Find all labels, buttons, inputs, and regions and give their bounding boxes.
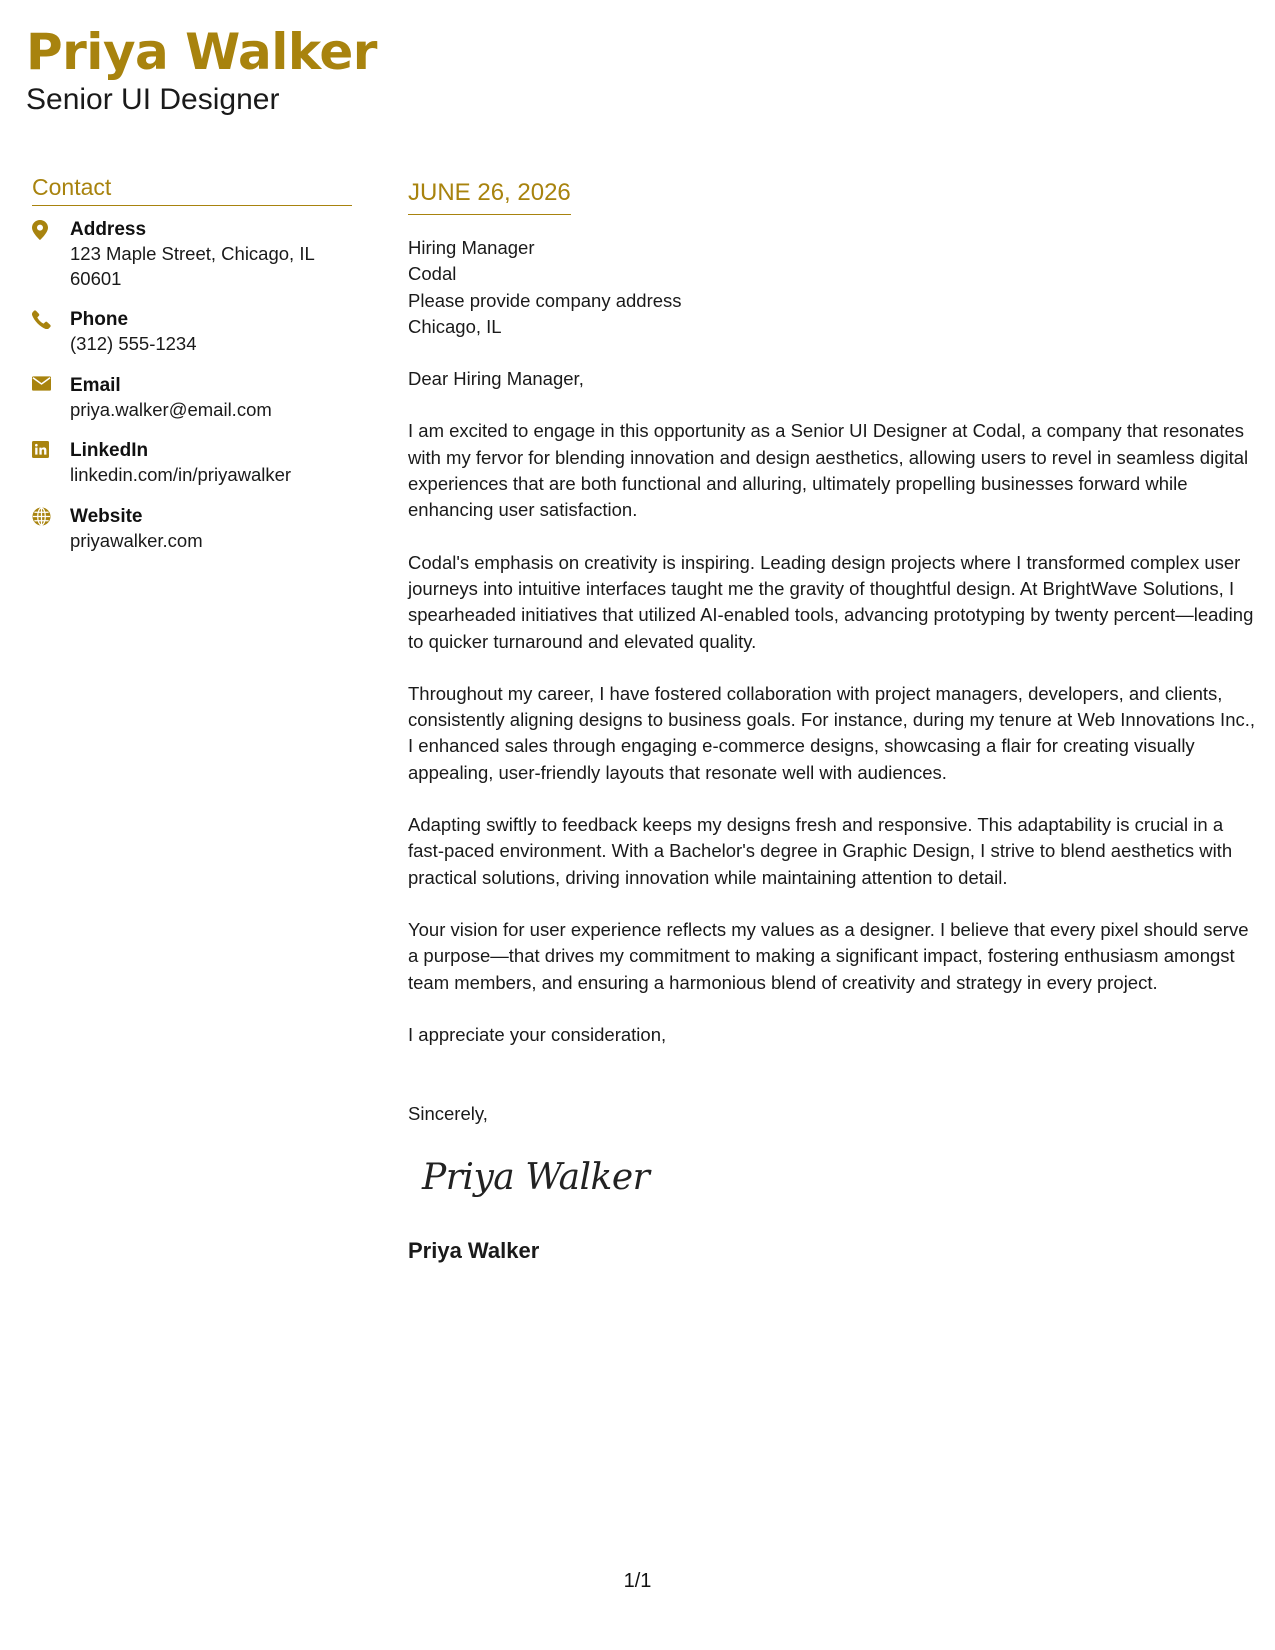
applicant-name: Priya Walker xyxy=(26,23,377,81)
recipient-line: Chicago, IL xyxy=(408,315,502,337)
body-paragraph: I am excited to engage in this opportunity as a Senior UI Designer at Codal, a company that resonates with my fervor for blending innovation and design aesthetics, allowing users to revel in seamless digital experiences that are both functional and alluring, ultimately propelling businesses forward while enhancing user satisfaction. xyxy=(408,420,1249,521)
closing-line: I appreciate your consideration, xyxy=(408,1023,667,1045)
contact-item-website xyxy=(32,505,352,554)
recipient-line: Please provide company address xyxy=(408,289,682,311)
contact-label: LinkedIn xyxy=(70,440,149,461)
applicant-role: Senior UI Designer xyxy=(26,83,280,116)
contact-value: 123 Maple Street, Chicago, IL 60601 xyxy=(70,243,315,289)
recipient-block xyxy=(408,235,1258,340)
signoff: Sincerely, xyxy=(408,1103,488,1125)
contact-value: priyawalker.com xyxy=(70,529,203,551)
contact-title: Contact xyxy=(32,174,352,206)
contact-label: Address xyxy=(70,219,147,240)
recipient-line: Codal xyxy=(408,263,457,285)
body-paragraph: Your vision for user experience reflects my values as a designer. I believe that every pixel should serve a purpose—that drives my commitment to making a significant impact, fostering enthusiasm amongst team members, and ensuring a harmonious blend of creativity and strategy in every project. xyxy=(408,918,1249,993)
envelope-icon xyxy=(32,374,70,423)
body-paragraph: Adapting swiftly to feedback keeps my designs fresh and responsive. This adaptability is crucial in a fast-paced environment. With a Bachelor's degree in Graphic Design, I strive to blend aesthetics with practical solutions, driving innovation while maintaining attention to detail. xyxy=(408,814,1233,888)
body-paragraph: Throughout my career, I have fostered collaboration with project managers, developers, and clients, consistently aligning designs to business goals. For instance, during my tenure at Web Innovations Inc., I enhanced sales through engaging e-commerce designs, showcasing a flair for creating visually appealing, user-friendly layouts that resonate well with audiences. xyxy=(408,682,1256,783)
letter-date-block xyxy=(408,178,571,215)
phone-icon xyxy=(32,308,70,357)
contact-item-email xyxy=(32,374,352,423)
recipient-line: Hiring Manager xyxy=(408,237,535,258)
contact-item-phone xyxy=(32,308,352,357)
contact-value: priya.walker@email.com xyxy=(70,398,272,420)
globe-icon xyxy=(32,505,70,554)
location-pin-icon xyxy=(32,218,70,291)
contact-label: Phone xyxy=(70,309,129,330)
contact-value: linkedin.com/in/priyawalker xyxy=(70,464,292,485)
letter-body xyxy=(408,178,1258,1265)
letter-date: JUNE 26, 2026 xyxy=(408,179,571,206)
contact-label: Website xyxy=(70,505,143,527)
page-number: 1/1 xyxy=(623,1570,652,1592)
contact-value: (312) 555-1234 xyxy=(70,333,197,354)
body-paragraph: Codal's emphasis on creativity is inspiring. Leading design projects where I transformed complex user journeys into intuitive interfaces taught me the gravity of thoughtful design. At BrightWave Solutions, I spearheaded initiatives that utilized AI-enabled tools, advancing prototyping by twenty percent—leading to quicker turnaround and elevated quality. xyxy=(408,551,1254,652)
contact-item-linkedin xyxy=(32,439,352,488)
linkedin-icon xyxy=(32,439,70,488)
contact-item-address xyxy=(32,218,352,291)
contact-sidebar xyxy=(32,174,352,570)
handwritten-signature: Priya Walker xyxy=(422,1157,650,1199)
letter-header xyxy=(26,22,377,118)
salutation: Dear Hiring Manager, xyxy=(408,368,584,390)
signer-name: Priya Walker xyxy=(408,1238,540,1264)
contact-label: Email xyxy=(70,374,121,396)
